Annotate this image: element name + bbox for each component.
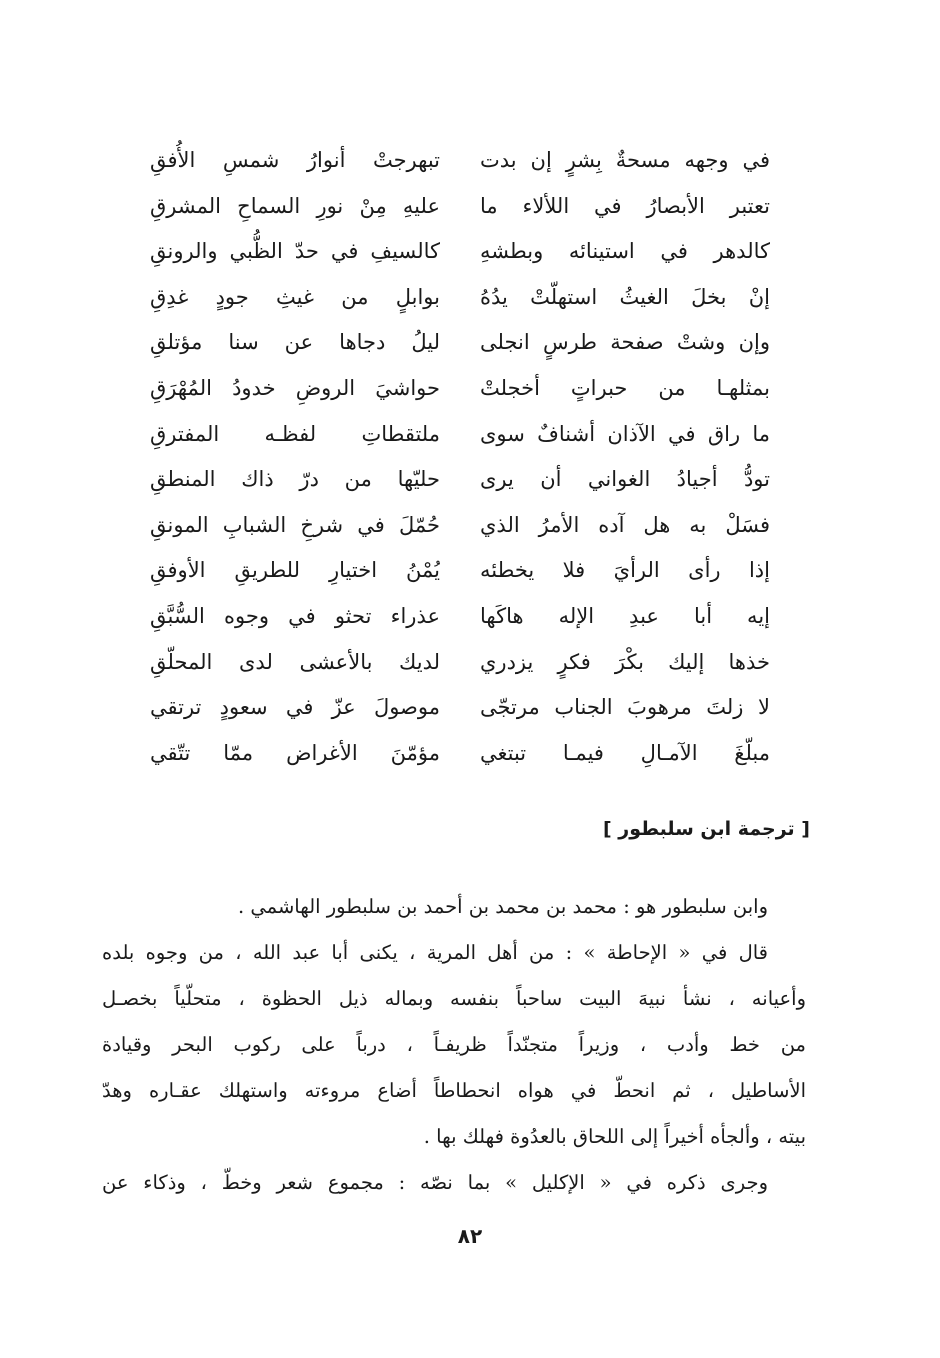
verse — [150, 731, 770, 777]
verse-second-hemistich: تبهرجتْ أنوارُ شمسِ الأُفقِ — [150, 148, 440, 172]
verse-second-hemistich: ليلُ دجاها عن سنا مؤتلقِ — [150, 330, 440, 355]
verse — [150, 275, 770, 321]
verse-second-hemistich: حليّها من درّ ذاك المنطقِ — [150, 467, 440, 492]
paragraph-2 — [102, 930, 806, 1160]
verse-first-hemistich: تودُّ أجيادُ الغواني أن يرى — [480, 467, 770, 492]
section-heading: [ ترجمة ابن سلبطور ] — [602, 818, 810, 840]
verse — [150, 548, 770, 594]
verse-second-hemistich: يُمْنُ اختيارِ للطريقِ الأوفقِ — [150, 558, 440, 583]
verse-first-hemistich: وإن وشتْ صفحة طرسٍ انجلى — [480, 330, 770, 355]
verse-first-hemistich: في وجهه مسحةٌ بِشرٍ إن بدت — [480, 148, 770, 172]
paragraph-3: وجرى ذكره في « الإكليل » بما نصّه : مجموع شعر وخطّ ، وذكاء عن — [102, 1171, 768, 1194]
verse-first-hemistich: فسَلْ به هل آده الأمرُ الذي — [480, 512, 770, 537]
verse-first-hemistich: مبلّغَ الآمـالِ فيمـا تبتغي — [480, 740, 770, 765]
verse — [150, 457, 770, 503]
verse — [150, 138, 770, 184]
prose — [102, 884, 806, 1206]
verse-second-hemistich: بوابلٍ من غيثِ جودٍ غدِقِ — [150, 284, 440, 309]
verse-second-hemistich: كالسيفِ في حدّ الظُّبي والرونقِ — [150, 239, 440, 264]
verse — [150, 640, 770, 686]
verse-second-hemistich: عذراء تحثو في وجوه السُّبَّقِ — [150, 603, 440, 628]
verse-first-hemistich: بمثلهـا من حبراتٍ أخجلتْ — [480, 375, 770, 400]
paragraph-2-line: بيته ، وألجأه أخيراً إلى اللحاق بالعدُوة فهلك بها . — [423, 1125, 806, 1148]
verse-first-hemistich: كالدهر في استينائه وبطشهِ — [480, 239, 770, 264]
poem — [150, 138, 770, 776]
paragraph-2-line: وأعيانه ، نشأ نبيهَ البيت ساحباً بنفسه وبماله ذيل الحظوة ، متحلّياً بخصـل — [102, 987, 806, 1010]
verse-first-hemistich: لا زلتَ مرهوبَ الجناب مرتجّى — [480, 695, 770, 720]
verse-second-hemistich: ملتقطاتِ لفظـه المفترقِ — [150, 421, 440, 446]
paragraph-1: وابن سلبطور هو : محمد بن محمد بن أحمد بن سلبطور الهاشمي . — [238, 895, 768, 918]
verse-second-hemistich: لديك بالأعشى لدى المحلّقِ — [150, 649, 440, 674]
verse — [150, 229, 770, 275]
verse-first-hemistich: إنْ بخلَ الغيثُ استهلّتْ يدُهُ — [480, 284, 770, 309]
verse — [150, 184, 770, 230]
paragraph-2-line: قال في « الإحاطة » : من أهل المرية ، يكنى أبا عبد الله ، من وجوه بلده — [102, 941, 768, 964]
page-number: ٨٢ — [457, 1224, 483, 1248]
verse — [150, 685, 770, 731]
verse-second-hemistich: حُمّلَ في شرخِ الشبابِ المونقِ — [150, 512, 440, 537]
paragraph-2-line: من خط وأدب ، وزيراً متجنّداً ظريفـاً ، درباً على ركوب البحر وقيادة — [102, 1033, 806, 1056]
verse-second-hemistich: مؤمّنَ الأغراض ممّا تتّقي — [150, 740, 440, 765]
verse-first-hemistich: تعتبر الأبصارُ في اللألاء ما — [480, 193, 770, 218]
verse — [150, 366, 770, 412]
verse — [150, 412, 770, 458]
verse-first-hemistich: ما راق في الآذان أشنافٌ سوى — [480, 421, 770, 446]
verse — [150, 320, 770, 366]
verse-first-hemistich: خذها إليك بكْرَ فكرٍ يزدري — [480, 649, 770, 674]
verse-second-hemistich: حواشيَ الروضِ خدودُ المُهْرَقِ — [150, 375, 440, 400]
verse — [150, 594, 770, 640]
verse — [150, 503, 770, 549]
verse-second-hemistich: عليهِ مِنْ نورِ السماحِ المشرقِ — [150, 193, 440, 218]
verse-first-hemistich: إذا رأى الرأيَ فلا يخطئه — [480, 558, 770, 583]
paragraph-2-line: الأساطيل ، ثم انحطّ في هواه انحطاطاً أضاع مروءته واستهلك عقـاره وهدّ — [102, 1079, 806, 1102]
verse-second-hemistich: موصولَ عزّ في سعودٍ ترتقي — [150, 695, 440, 720]
verse-first-hemistich: إيه أبا عبدِ الإله هاكَها — [480, 603, 770, 628]
